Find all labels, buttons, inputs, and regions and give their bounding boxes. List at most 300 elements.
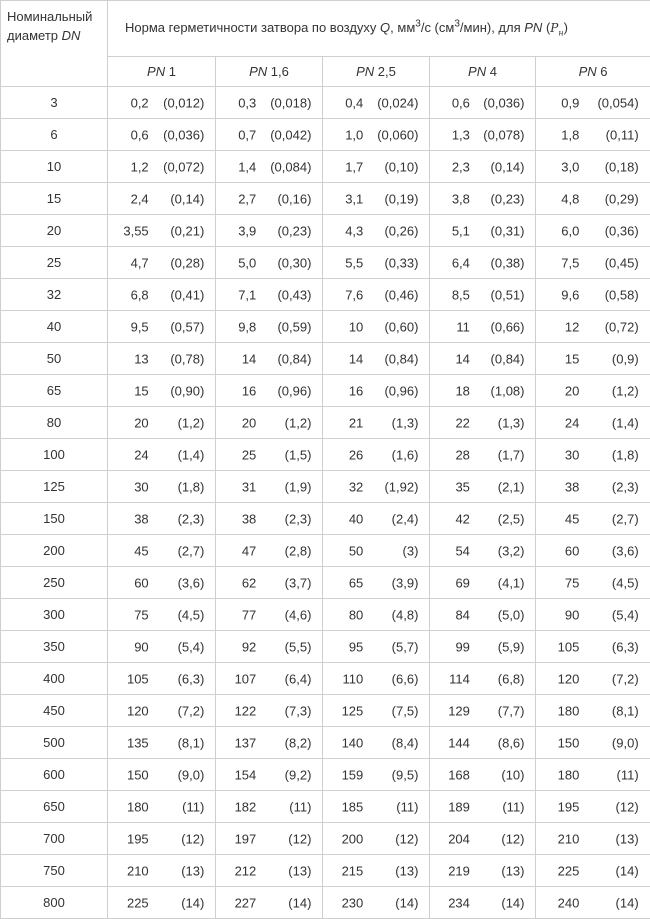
q-cm3-value: (0,96)	[277, 383, 311, 398]
q-mm3-value: 1,0	[345, 127, 363, 142]
q-cm3-value: (13)	[181, 863, 204, 878]
q-cm3-value: (0,36)	[605, 223, 639, 238]
q-mm3-value: 0,2	[131, 95, 149, 110]
q-mm3-value: 32	[349, 479, 363, 494]
q-mm3-value: 210	[127, 863, 149, 878]
value-cell	[323, 823, 430, 855]
value-cell	[430, 151, 536, 183]
value-cell	[323, 791, 430, 823]
q-cm3-value: (2,3)	[285, 511, 312, 526]
q-mm3-value: 180	[127, 799, 149, 814]
table-row	[1, 375, 650, 407]
q-cm3-value: (0,72)	[605, 319, 639, 334]
value-cell	[536, 471, 650, 503]
value-cell	[430, 439, 536, 471]
q-cm3-value: (0,072)	[163, 159, 204, 174]
value-cell	[536, 695, 650, 727]
pn-value: 4	[490, 64, 497, 79]
q-mm3-value: 3,8	[452, 191, 470, 206]
value-cell	[430, 247, 536, 279]
q-cm3-value: (0,78)	[170, 351, 204, 366]
q-mm3-value: 40	[349, 511, 363, 526]
dn-cell: 750	[1, 855, 108, 887]
value-cell	[430, 567, 536, 599]
value-cell	[216, 663, 323, 695]
value-cell	[323, 247, 430, 279]
q-mm3-value: 168	[448, 767, 470, 782]
q-mm3-value: 120	[558, 671, 580, 686]
dn-cell: 500	[1, 727, 108, 759]
value-cell	[323, 727, 430, 759]
table-row	[1, 887, 650, 919]
q-mm3-value: 197	[235, 831, 257, 846]
q-mm3-value: 182	[235, 799, 257, 814]
value-cell	[216, 119, 323, 151]
q-mm3-value: 8,5	[452, 287, 470, 302]
value-cell	[323, 407, 430, 439]
value-cell	[536, 567, 650, 599]
q-cm3-value: (0,41)	[170, 287, 204, 302]
q-mm3-value: 4,8	[561, 191, 579, 206]
q-mm3-value: 65	[349, 575, 363, 590]
table-row	[1, 759, 650, 791]
table-row	[1, 87, 650, 119]
q-cm3-value: (12)	[288, 831, 311, 846]
dn-cell: 6	[1, 119, 108, 151]
q-mm3-value: 129	[448, 703, 470, 718]
dn-cell: 50	[1, 343, 108, 375]
dn-cell: 400	[1, 663, 108, 695]
q-cm3-value: (0,054)	[597, 95, 638, 110]
q-mm3-value: 54	[455, 543, 469, 558]
value-cell	[108, 279, 216, 311]
q-mm3-value: 22	[455, 415, 469, 430]
q-mm3-value: 234	[448, 895, 470, 910]
q-cm3-value: (1,7)	[498, 447, 525, 462]
dn-cell: 300	[1, 599, 108, 631]
q-cm3-value: (0,078)	[483, 127, 524, 142]
value-cell	[430, 663, 536, 695]
q-mm3-value: 26	[349, 447, 363, 462]
value-cell	[323, 695, 430, 727]
q-cm3-value: (0,84)	[277, 351, 311, 366]
q-cm3-value: (4,8)	[392, 607, 419, 622]
value-cell	[323, 631, 430, 663]
q-text-4: /мин), для	[460, 20, 524, 35]
q-cm3-value: (1,9)	[285, 479, 312, 494]
q-cm3-value: (0,23)	[491, 191, 525, 206]
q-pn-symbol: PN	[524, 20, 542, 35]
value-cell	[323, 503, 430, 535]
dn-cell: 200	[1, 535, 108, 567]
q-mm3-value: 16	[349, 383, 363, 398]
q-mm3-value: 7,6	[345, 287, 363, 302]
q-cm3-value: (11)	[182, 799, 204, 814]
q-cm3-value: (2,5)	[498, 511, 525, 526]
q-mm3-value: 7,5	[561, 255, 579, 270]
q-cm3-value: (0,28)	[170, 255, 204, 270]
q-mm3-value: 20	[134, 415, 148, 430]
q-cm3-value: (0,66)	[491, 319, 525, 334]
q-mm3-value: 150	[558, 735, 580, 750]
pn-prefix: PN	[147, 64, 165, 79]
value-cell	[216, 855, 323, 887]
value-cell	[536, 887, 650, 919]
q-cm3-value: (10)	[501, 767, 524, 782]
value-cell	[216, 215, 323, 247]
table-row	[1, 695, 650, 727]
value-cell	[536, 663, 650, 695]
value-cell	[108, 567, 216, 599]
value-cell	[216, 791, 323, 823]
value-cell	[323, 567, 430, 599]
q-mm3-value: 9,8	[238, 319, 256, 334]
q-cm3-value: (1,08)	[491, 383, 525, 398]
q-mm3-value: 75	[134, 607, 148, 622]
q-mm3-value: 185	[342, 799, 364, 814]
q-mm3-value: 35	[455, 479, 469, 494]
q-cm3-value: (8,6)	[498, 735, 525, 750]
value-cell	[108, 503, 216, 535]
value-cell	[536, 151, 650, 183]
q-cm3-value: (2,1)	[498, 479, 525, 494]
value-cell	[536, 375, 650, 407]
value-cell	[216, 823, 323, 855]
value-cell	[430, 599, 536, 631]
value-cell	[536, 183, 650, 215]
q-cm3-value: (14)	[616, 863, 639, 878]
value-cell	[216, 183, 323, 215]
pn-prefix: PN	[249, 64, 267, 79]
q-cm3-value: (14)	[616, 895, 639, 910]
value-cell	[216, 887, 323, 919]
q-cm3-value: (4,1)	[498, 575, 525, 590]
value-cell	[108, 343, 216, 375]
q-cm3-value: (8,1)	[612, 703, 639, 718]
dn-cell: 800	[1, 887, 108, 919]
q-mm3-value: 5,5	[345, 255, 363, 270]
dn-cell: 65	[1, 375, 108, 407]
value-cell	[216, 407, 323, 439]
value-cell	[108, 855, 216, 887]
value-cell	[216, 599, 323, 631]
q-mm3-value: 30	[134, 479, 148, 494]
value-cell	[430, 183, 536, 215]
dn-cell: 350	[1, 631, 108, 663]
value-cell	[108, 375, 216, 407]
q-cm3-value: (0,26)	[384, 223, 418, 238]
q-cm3-value: (1,4)	[612, 415, 639, 430]
q-cm3-value: (6,3)	[178, 671, 205, 686]
q-mm3-value: 38	[242, 511, 256, 526]
pressure-letter: P	[550, 21, 558, 35]
q-cm3-value: (8,1)	[178, 735, 205, 750]
q-cm3-value: (1,5)	[285, 447, 312, 462]
value-cell	[323, 87, 430, 119]
q-cm3-value: (6,4)	[285, 671, 312, 686]
value-cell	[108, 151, 216, 183]
q-mm3-value: 28	[455, 447, 469, 462]
pn-header-0	[108, 57, 216, 87]
q-mm3-value: 2,7	[238, 191, 256, 206]
q-mm3-value: 120	[127, 703, 149, 718]
q-cm3-value: (0,43)	[277, 287, 311, 302]
q-mm3-value: 90	[134, 639, 148, 654]
dn-header-symbol: DN	[62, 28, 81, 43]
table-row	[1, 439, 650, 471]
q-cm3-value: (3,2)	[498, 543, 525, 558]
q-cm3-value: (0,084)	[270, 159, 311, 174]
q-mm3-value: 227	[235, 895, 257, 910]
q-mm3-value: 92	[242, 639, 256, 654]
q-cm3-value: (3,6)	[612, 543, 639, 558]
value-cell	[323, 663, 430, 695]
q-mm3-value: 20	[565, 383, 579, 398]
value-cell	[108, 759, 216, 791]
value-cell	[536, 791, 650, 823]
value-cell	[216, 567, 323, 599]
q-cm3-value: (0,29)	[605, 191, 639, 206]
q-mm3-value: 210	[558, 831, 580, 846]
q-cm3-value: (12)	[181, 831, 204, 846]
q-mm3-value: 195	[127, 831, 149, 846]
value-cell	[108, 311, 216, 343]
q-mm3-value: 90	[565, 607, 579, 622]
value-cell	[323, 855, 430, 887]
value-cell	[323, 279, 430, 311]
value-cell	[216, 151, 323, 183]
q-cm3-value: (11)	[289, 799, 311, 814]
q-mm3-value: 42	[455, 511, 469, 526]
value-cell	[323, 215, 430, 247]
q-cm3-value: (14)	[501, 895, 524, 910]
q-cm3-value: (0,84)	[384, 351, 418, 366]
table-row	[1, 727, 650, 759]
pn-header-4	[536, 57, 650, 87]
q-cm3-value: (0,9)	[612, 351, 639, 366]
q-mm3-value: 16	[242, 383, 256, 398]
value-cell	[430, 759, 536, 791]
pressure-subscript: н	[558, 28, 563, 37]
table-row	[1, 119, 650, 151]
value-cell	[536, 215, 650, 247]
dn-cell: 650	[1, 791, 108, 823]
q-cm3-value: (1,3)	[392, 415, 419, 430]
q-cm3-value: (0,96)	[384, 383, 418, 398]
table-row	[1, 791, 650, 823]
dn-cell: 700	[1, 823, 108, 855]
q-text-3: /с (см	[421, 20, 455, 35]
q-symbol: Q	[380, 20, 390, 35]
table-row	[1, 471, 650, 503]
q-column-header	[108, 1, 650, 57]
q-sup-1: 3	[415, 18, 421, 29]
q-mm3-value: 215	[342, 863, 364, 878]
q-mm3-value: 99	[455, 639, 469, 654]
q-cm3-value: (0,10)	[384, 159, 418, 174]
q-mm3-value: 24	[134, 447, 148, 462]
q-mm3-value: 75	[565, 575, 579, 590]
q-cm3-value: (0,060)	[377, 127, 418, 142]
q-mm3-value: 50	[349, 543, 363, 558]
dn-cell: 3	[1, 87, 108, 119]
q-mm3-value: 30	[565, 447, 579, 462]
q-mm3-value: 137	[235, 735, 257, 750]
value-cell	[430, 279, 536, 311]
q-mm3-value: 4,3	[345, 223, 363, 238]
value-cell	[430, 855, 536, 887]
q-cm3-value: (0,042)	[270, 127, 311, 142]
value-cell	[430, 375, 536, 407]
q-mm3-value: 9,6	[561, 287, 579, 302]
dn-cell: 32	[1, 279, 108, 311]
table-row	[1, 855, 650, 887]
value-cell	[430, 215, 536, 247]
pn-value: 1,6	[271, 64, 289, 79]
value-cell	[323, 535, 430, 567]
dn-cell: 25	[1, 247, 108, 279]
q-cm3-value: (5,9)	[498, 639, 525, 654]
value-cell	[536, 87, 650, 119]
q-cm3-value: (7,2)	[178, 703, 205, 718]
q-mm3-value: 0,6	[131, 127, 149, 142]
q-cm3-value: (6,8)	[498, 671, 525, 686]
dn-cell: 150	[1, 503, 108, 535]
value-cell	[216, 631, 323, 663]
value-cell	[536, 119, 650, 151]
value-cell	[430, 887, 536, 919]
q-mm3-value: 150	[127, 767, 149, 782]
q-mm3-value: 84	[455, 607, 469, 622]
value-cell	[216, 375, 323, 407]
value-cell	[216, 695, 323, 727]
q-mm3-value: 80	[349, 607, 363, 622]
q-cm3-value: (0,58)	[605, 287, 639, 302]
q-mm3-value: 25	[242, 447, 256, 462]
pn-value: 6	[600, 64, 607, 79]
q-mm3-value: 1,8	[561, 127, 579, 142]
q-cm3-value: (13)	[288, 863, 311, 878]
value-cell	[536, 631, 650, 663]
q-mm3-value: 62	[242, 575, 256, 590]
q-mm3-value: 189	[448, 799, 470, 814]
q-cm3-value: (12)	[395, 831, 418, 846]
q-cm3-value: (2,7)	[612, 511, 639, 526]
value-cell	[216, 87, 323, 119]
q-mm3-value: 15	[134, 383, 148, 398]
q-mm3-value: 204	[448, 831, 470, 846]
value-cell	[430, 727, 536, 759]
q-mm3-value: 195	[558, 799, 580, 814]
table-row	[1, 343, 650, 375]
value-cell	[216, 247, 323, 279]
value-cell	[323, 887, 430, 919]
q-mm3-value: 38	[134, 511, 148, 526]
q-mm3-value: 45	[565, 511, 579, 526]
q-cm3-value: (0,16)	[277, 191, 311, 206]
table-row	[1, 407, 650, 439]
value-cell	[430, 791, 536, 823]
dn-cell: 10	[1, 151, 108, 183]
q-mm3-value: 3,1	[345, 191, 363, 206]
q-mm3-value: 31	[242, 479, 256, 494]
dn-column-header	[1, 1, 108, 87]
value-cell	[536, 599, 650, 631]
value-cell	[108, 87, 216, 119]
q-mm3-value: 5,0	[238, 255, 256, 270]
q-mm3-value: 14	[349, 351, 363, 366]
q-mm3-value: 225	[127, 895, 149, 910]
q-mm3-value: 180	[558, 767, 580, 782]
q-cm3-value: (0,59)	[277, 319, 311, 334]
q-cm3-value: (13)	[395, 863, 418, 878]
value-cell	[323, 311, 430, 343]
q-cm3-value: (0,84)	[491, 351, 525, 366]
value-cell	[430, 311, 536, 343]
q-cm3-value: (0,036)	[483, 95, 524, 110]
q-cm3-value: (14)	[288, 895, 311, 910]
value-cell	[108, 439, 216, 471]
q-mm3-value: 107	[235, 671, 257, 686]
q-cm3-value: (8,2)	[285, 735, 312, 750]
q-mm3-value: 212	[235, 863, 257, 878]
value-cell	[108, 119, 216, 151]
q-mm3-value: 12	[565, 319, 579, 334]
q-cm3-value: (1,2)	[285, 415, 312, 430]
q-cm3-value: (3,6)	[178, 575, 205, 590]
q-cm3-value: (0,11)	[606, 127, 639, 142]
q-mm3-value: 4,7	[131, 255, 149, 270]
value-cell	[323, 439, 430, 471]
q-mm3-value: 14	[242, 351, 256, 366]
value-cell	[323, 599, 430, 631]
q-mm3-value: 2,4	[131, 191, 149, 206]
value-cell	[108, 887, 216, 919]
q-cm3-value: (13)	[501, 863, 524, 878]
q-cm3-value: (0,60)	[384, 319, 418, 334]
q-mm3-value: 2,3	[452, 159, 470, 174]
q-mm3-value: 6,4	[452, 255, 470, 270]
q-cm3-value: (9,2)	[285, 767, 312, 782]
q-cm3-value: (14)	[181, 895, 204, 910]
dn-cell: 125	[1, 471, 108, 503]
pn-prefix: PN	[468, 64, 486, 79]
q-mm3-value: 154	[235, 767, 257, 782]
q-cm3-value: (13)	[616, 831, 639, 846]
value-cell	[430, 119, 536, 151]
q-cm3-value: (0,30)	[277, 255, 311, 270]
q-mm3-value: 1,2	[131, 159, 149, 174]
q-mm3-value: 69	[455, 575, 469, 590]
value-cell	[536, 343, 650, 375]
value-cell	[536, 247, 650, 279]
q-cm3-value: (0,21)	[170, 223, 204, 238]
value-cell	[536, 503, 650, 535]
table-row	[1, 663, 650, 695]
q-mm3-value: 0,3	[238, 95, 256, 110]
table-body	[1, 87, 650, 919]
q-cm3-value: (7,2)	[612, 671, 639, 686]
q-mm3-value: 18	[455, 383, 469, 398]
value-cell	[108, 535, 216, 567]
q-mm3-value: 6,0	[561, 223, 579, 238]
q-mm3-value: 159	[342, 767, 364, 782]
table-row	[1, 823, 650, 855]
q-mm3-value: 21	[349, 415, 363, 430]
q-mm3-value: 24	[565, 415, 579, 430]
q-mm3-value: 3,0	[561, 159, 579, 174]
q-mm3-value: 1,7	[345, 159, 363, 174]
